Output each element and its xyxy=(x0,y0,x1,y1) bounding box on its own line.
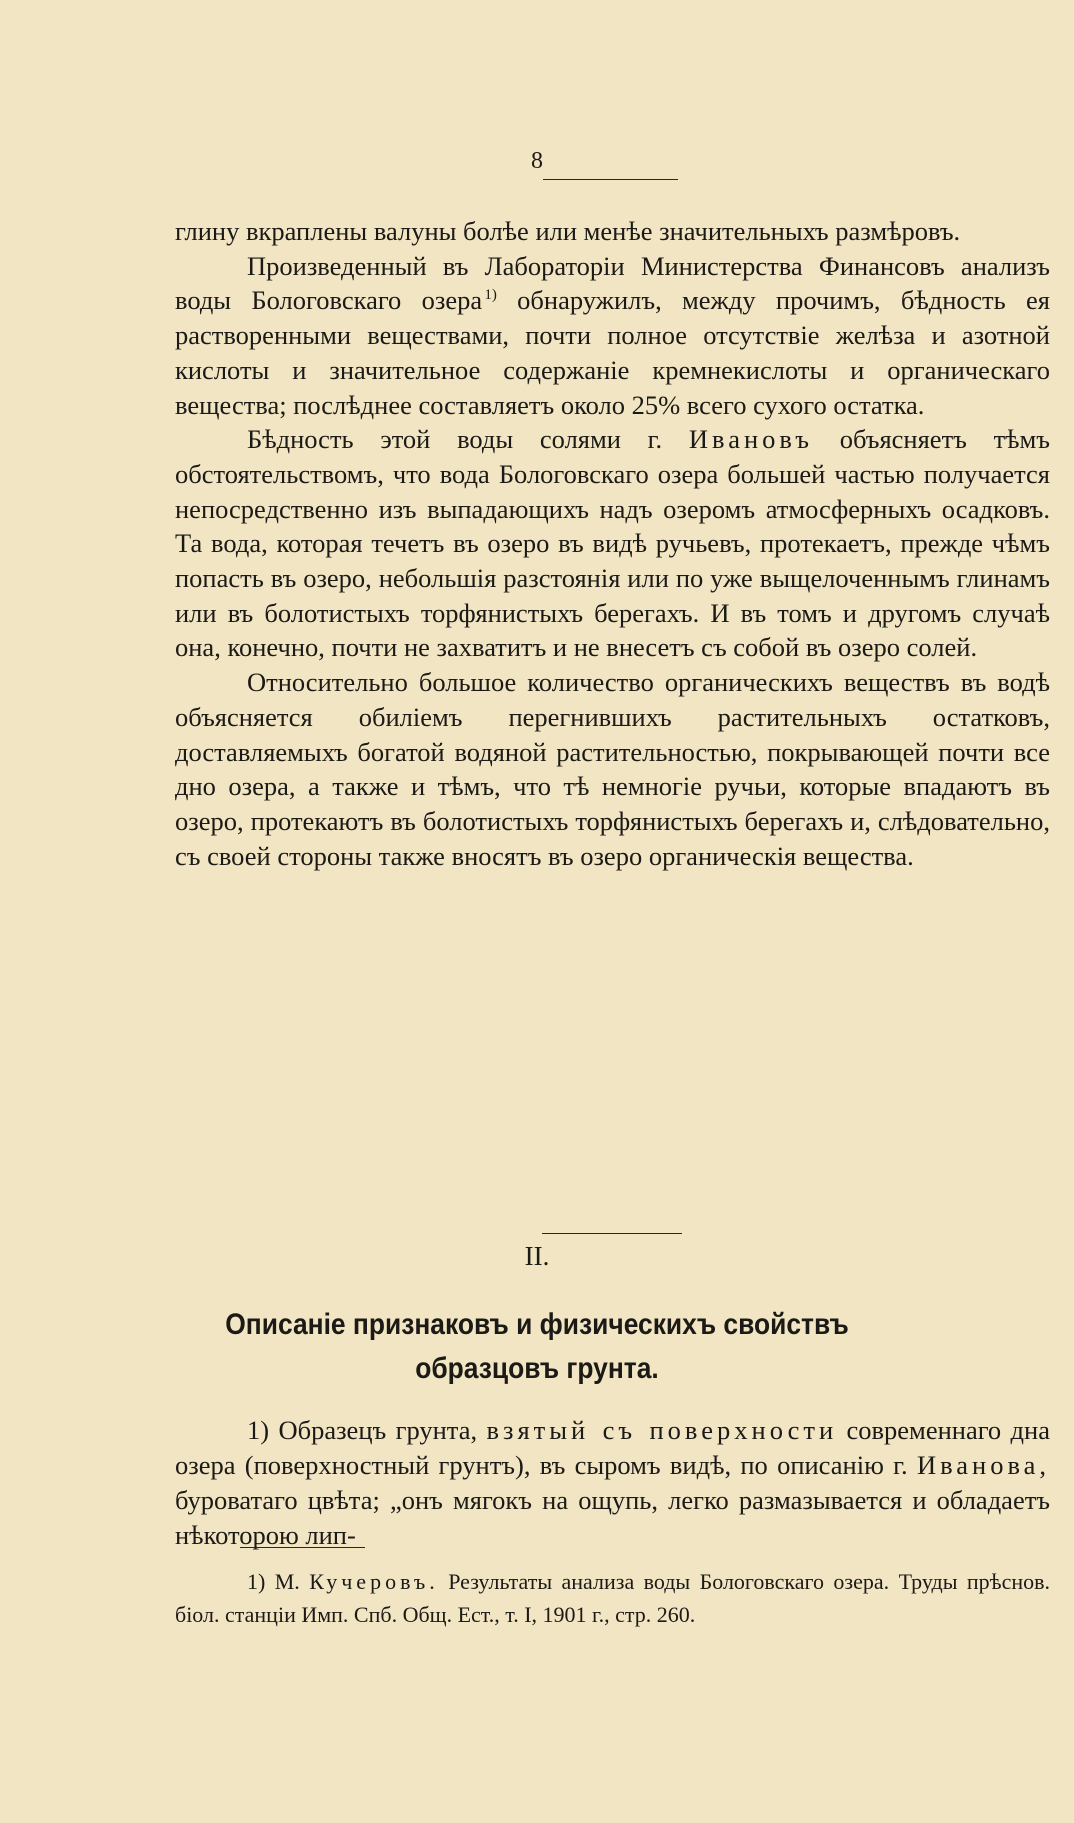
paragraph-salts xyxy=(175,422,1050,665)
sample-1-part5: буроватаго цвѣта; „онъ мягокъ на ощупь, легко размазывается и обладаетъ нѣкоторою лип- xyxy=(175,1485,1050,1550)
footnote-text xyxy=(175,1565,1050,1631)
sample-1-part1: 1) Образецъ грунта, xyxy=(247,1415,478,1445)
sample-1-emphasis: взятый съ поверхности xyxy=(486,1415,838,1445)
footnote xyxy=(175,1565,1050,1631)
section-heading-line2: образцовъ грунта. xyxy=(415,1352,659,1385)
section-number: II. xyxy=(524,1241,550,1271)
footnote-line1: Результаты анализа воды Бологовскаго озера. xyxy=(448,1569,890,1594)
body-text xyxy=(175,214,1050,873)
paragraph-analysis-part2: обнаружилъ, между прочимъ, бѣдность ея растворенными веществами, почти полное отсутствіе желѣза и азотной кислоты и значительное содержаніе кремнекислоты и органическаго вещества; послѣднее составляетъ около 25% всего сухого остатка. xyxy=(175,285,1050,420)
paragraph-sample-1 xyxy=(175,1413,1050,1553)
section-body xyxy=(175,1413,1050,1553)
footnote-marker: 1) М. xyxy=(247,1569,300,1594)
author-ivanov-2: Иванова, xyxy=(916,1450,1050,1480)
footnote-author: Кучеровъ. xyxy=(309,1569,439,1594)
page-number-rule xyxy=(543,179,678,180)
section-heading xyxy=(64,1303,1009,1391)
page-number: 8 xyxy=(531,148,543,174)
footnote-line2: Труды прѣснов. біол. станціи Имп. Спб. Общ. Ест., т. I, 1901 г., стр. 260. xyxy=(175,1569,1051,1627)
paragraph-continuation: глину вкраплены валуны болѣе или менѣе значительныхъ размѣровъ. xyxy=(175,216,961,246)
paragraph-analysis-part1: Произведенный въ Лабораторіи Министерства Финансовъ анализъ воды Бологовскаго озера xyxy=(175,250,1050,316)
paragraph-salts-part1: Бѣдность этой воды солями г. xyxy=(247,424,663,455)
sample-1-part3: современнаго дна озера (поверхностный грунтъ), въ сыромъ видѣ, по описанію г. xyxy=(175,1415,1050,1480)
paragraph-organics: Относительно большое количество органическихъ веществъ въ водѣ объясняется обиліемъ перегнившихъ растительныхъ остатковъ, доставляемыхъ богатой водяной растительностью, покрывающей почти все дно озера, а также и тѣмъ, что тѣ немногіе ручьи, которые впадаютъ въ озеро, протекаютъ въ болотистыхъ торфянистыхъ берегахъ и, слѣдовательно, съ своей стороны также вносятъ въ озеро органическія вещества. xyxy=(175,667,1050,871)
footnote-rule xyxy=(240,1547,365,1548)
paragraph-analysis xyxy=(175,249,1050,423)
paragraph-salts-part2: объясняетъ тѣмъ обстоятельствомъ, что вода Бологовскаго озера большей частью получается непосредственно изъ выпадающихъ надъ озеромъ атмосферныхъ осадковъ. Та вода, которая течетъ въ озеро въ видѣ ручьевъ, протекаетъ, прежде чѣмъ попасть въ озеро, небольшія разстоянія или по уже выщелоченнымъ глинамъ или въ болотистыхъ торфянистыхъ берегахъ. И въ томъ и другомъ случаѣ она, конечно, почти не захватитъ и не внесетъ съ собой въ озеро солей. xyxy=(175,424,1051,663)
section-separator xyxy=(542,1233,682,1234)
author-ivanov: Ивановъ xyxy=(688,424,813,455)
footnote-ref: 1) xyxy=(484,287,497,304)
section-heading-line1: Описаніе признаковъ и физическихъ свойствъ xyxy=(225,1308,849,1341)
